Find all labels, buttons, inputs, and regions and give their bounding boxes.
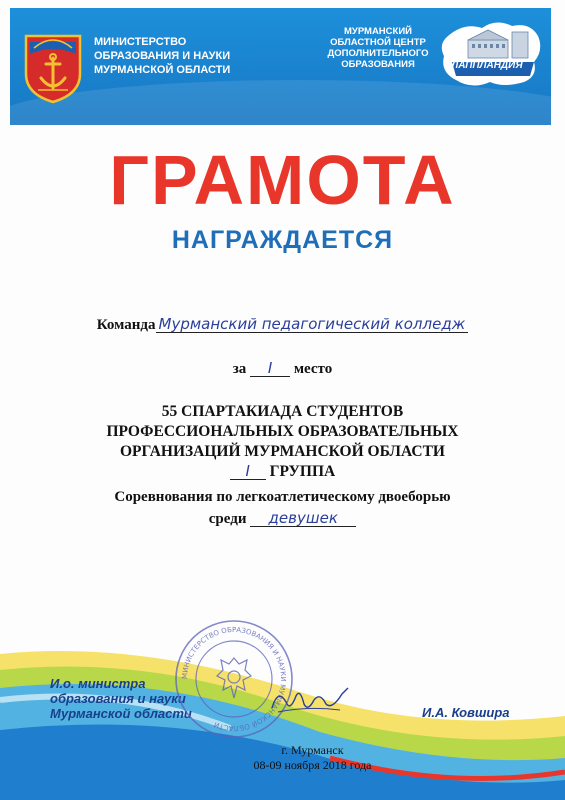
place-row <box>0 360 565 378</box>
center-name <box>318 26 438 70</box>
city: г. Мурманск <box>281 743 344 757</box>
center-line: МУРМАНСКИЙ <box>344 26 412 37</box>
event-line: ОРГАНИЗАЦИЙ МУРМАНСКОЙ ОБЛАСТИ <box>120 443 445 460</box>
among-row <box>0 510 565 528</box>
event-line: 55 СПАРТАКИАДА СТУДЕНТОВ <box>161 403 404 420</box>
signer-title-line: И.о. министра <box>50 676 146 691</box>
place-prefix: за <box>232 361 247 377</box>
lapplandia-label: ЛАППЛАНДИЯ <box>451 60 523 71</box>
ministry-line: ОБРАЗОВАНИЯ И НАУКИ <box>94 50 231 62</box>
team-row <box>0 316 565 334</box>
among-label: среди <box>208 511 247 527</box>
event-line: ПРОФЕССИОНАЛЬНЫХ ОБРАЗОВАТЕЛЬНЫХ <box>106 423 459 440</box>
signer-name: И.А. Ковшира <box>422 705 510 720</box>
place-suffix: место <box>293 361 333 377</box>
official-stamp-icon <box>173 618 295 740</box>
team-label: Команда <box>96 317 156 333</box>
certificate-title: ГРАМОТА <box>109 141 456 219</box>
signature-icon <box>268 682 350 718</box>
svg-text:МИНИСТЕРСТВО ОБРАЗОВАНИЯ И НАУ: МИНИСТЕРСТВО ОБРАЗОВАНИЯ И НАУКИ МУРМАНСКОЙ ОБЛАСТИ <box>180 625 288 733</box>
group-row <box>0 462 565 482</box>
group-label: ГРУППА <box>269 463 336 480</box>
place-value: I <box>250 360 290 377</box>
ministry-name <box>94 35 294 77</box>
ministry-line: МУРМАНСКОЙ ОБЛАСТИ <box>94 64 231 76</box>
lapplandia-logo-icon <box>434 16 546 96</box>
signer-title-line: образования и науки <box>50 691 186 706</box>
date: 08-09 ноября 2018 года <box>253 758 372 772</box>
ministry-line: МИНИСТЕРСТВО <box>94 36 187 48</box>
coat-of-arms-icon <box>24 28 82 104</box>
signer-title-line: Мурманской области <box>50 706 192 721</box>
center-line: ДОПОЛНИТЕЛЬНОГО <box>327 48 429 59</box>
team-value: Мурманский педагогический колледж <box>156 316 469 333</box>
header-banner <box>10 8 551 125</box>
center-line: ОБЛАСТНОЙ ЦЕНТР <box>330 37 426 48</box>
event-title <box>0 402 565 482</box>
certificate-subtitle: НАГРАЖДАЕТСЯ <box>171 226 394 254</box>
among-value: девушек <box>250 510 356 527</box>
competition-line: Соревнования по легкоатлетическому двоеборью <box>114 489 451 505</box>
group-value: I <box>230 463 266 480</box>
center-line: ОБРАЗОВАНИЯ <box>341 59 415 70</box>
